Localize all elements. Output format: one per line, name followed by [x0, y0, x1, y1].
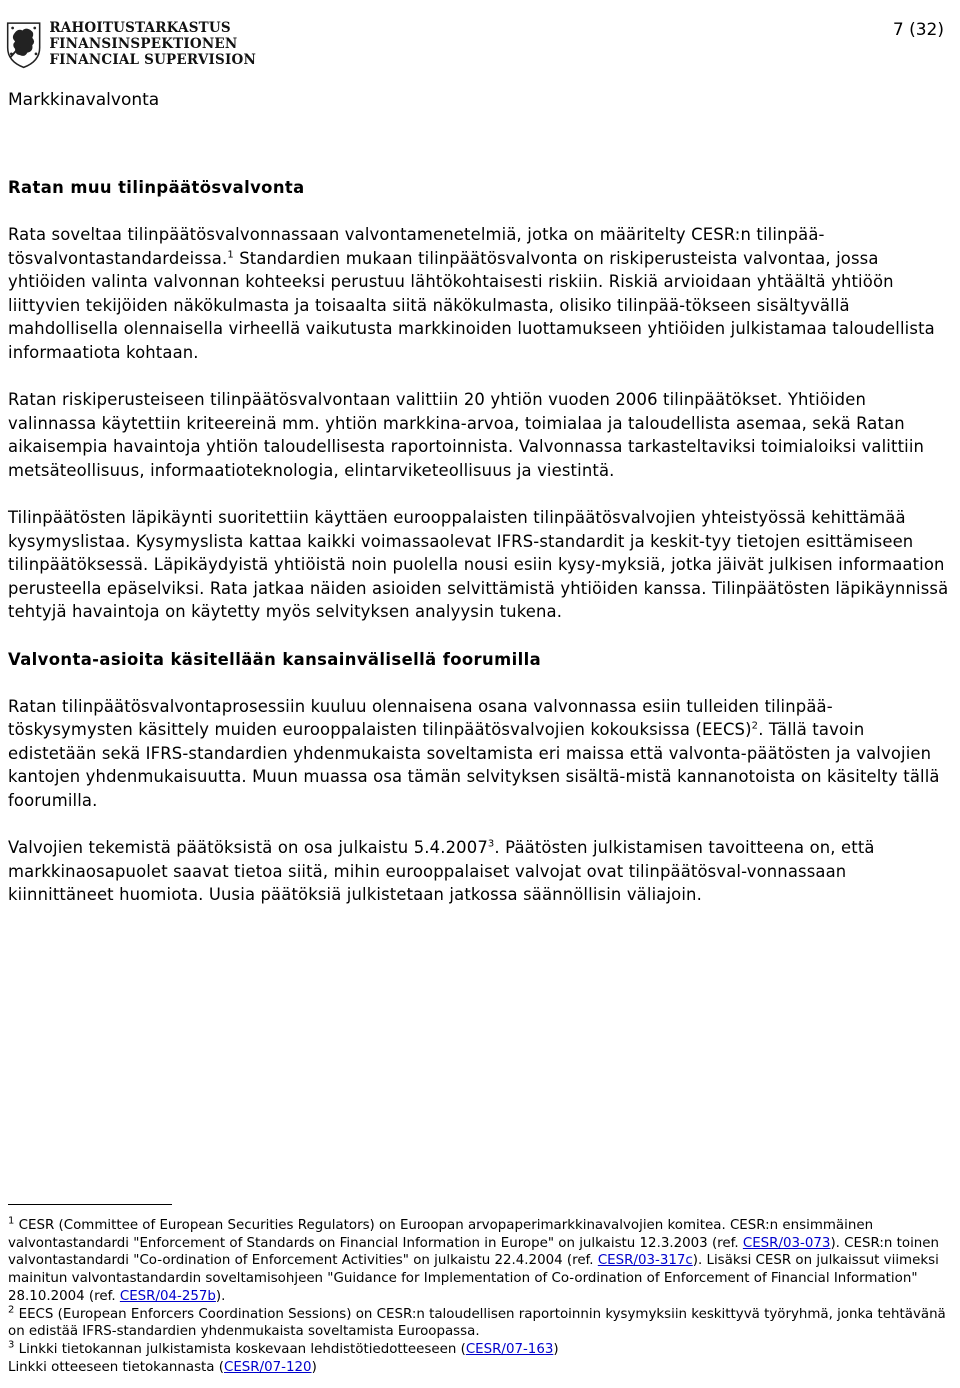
- footnote-3: $^3$ Linkki tietokannan julkistamista koskevaan lehdistötiedotteeseen (CESR/07-163): [8, 1339, 559, 1357]
- paragraph-decisions: Valvojien tekemistä päätöksistä on osa julkaistu 5.4.2007$^3$. Päätösten julkistamisen tavoitteena on, että markkinaosapuolet saavat tietoa siitä, mihin eurooppalaiset valvojat ovat tilinpäätösval-vonnassaan kiinnittäneet huomiota. Uusia päätöksiä julkistetaan jatkossa säännöllisin väliajoin.: [8, 838, 875, 904]
- footnote-ref-1[interactable]: 1: [227, 249, 234, 261]
- section-heading-other-supervision: Ratan muu tilinpäätösvalvonta: [8, 178, 305, 197]
- lion-crest-icon: [4, 4, 43, 84]
- section-heading-international-forum: Valvonta-asioita käsitellään kansainvälisellä foorumilla: [8, 649, 542, 669]
- paragraph-review: Tilinpäätösten läpikäynti suoritettiin käyttäen eurooppalaisten tilinpäätösvalvojien yhteistyössä kehittämää kysymyslistaa. Kysymyslista kattaa kaikki voimassaolevat IFRS-standardit ja keskit-tyy tietojen esittämiseen tilinpäätöksessä. Läpikäydyistä yhtiöistä noin puolella nousi esiin kysy-myksiä, jotka jäivät julkisen informaation perusteella epäselviksi. Rata jatkaa näiden asioiden selvittämistä yhtiöiden kanssa. Tilinpäätösten läpikäynnissä tehtyjä havaintoja on käytetty myös selvityksen analyysin tukena.: [8, 508, 949, 621]
- org-name-line-2: FINANSINSPEKTIONEN: [49, 36, 238, 52]
- link-cesr-07-120[interactable]: CESR/07-120: [224, 1359, 312, 1375]
- footnote-3-extra: Linkki otteeseen tietokannasta (CESR/07-120): [8, 1359, 317, 1375]
- link-cesr-03-073[interactable]: CESR/03-073: [742, 1235, 831, 1251]
- link-cesr-03-317c[interactable]: CESR/03-317c: [597, 1253, 693, 1269]
- footnote-ref-3[interactable]: 3: [487, 838, 495, 850]
- link-cesr-04-257b[interactable]: CESR/04-257b: [119, 1288, 216, 1304]
- paragraph-methods: Rata soveltaa tilinpäätösvalvonnassaan valvontamenetelmiä, jotka on määritelty CESR:n tilinpää-tösvalvontastandardeissa.$^1$ Standardien mukaan tilinpäätösvalvonta on riskiperusteista valvontaa, jossa yhtiöiden valinta valvonnan kohteeksi perustuu lähtökohtaisesti riskiin. Riskiä arvioidaan yhtäältä yhtiöön liittyvien tekijöiden näkökulmasta ja toisaalta siitä näkökulmasta, olisiko tilinpää-tökseen sisältyvällä mahdollisella olennaisella virheellä vaikutusta markkinoiden luottamukseen yhtiöiden julkistamaa taloudellista informaatiota kohtaan.: [8, 225, 935, 362]
- footnote-ref-2[interactable]: 2: [751, 720, 759, 732]
- footnote-1: $^1$ CESR (Committee of European Securities Regulators) on Euroopan arvopaperimarkkinavalvojien komitea. CESR:n ensimmäinen valvontastandardi "Enforcement of Standards on Financial Information in Europe" on julkaistu 12.3.2003 (ref. CESR/03-073). CESR:n toinen valvontastandardi "Co-ordination of Enforcement Activities" on julkaistu 22.4.2004 (ref. CESR/03-317c). Lisäksi CESR on julkaissut viimeksi mainitun valvontastandardin soveltamisohjeen "Guidance for Implementation of Co-ordination of Enforcement of Financial Information" 28.10.2004 (ref. CESR/04-257b).: [8, 1215, 940, 1304]
- logo: [4, 2, 256, 86]
- paragraph-selection: Ratan riskiperusteiseen tilinpäätösvalvontaan valittiin 20 yhtiön vuoden 2006 tilinpäätökset. Yhtiöiden valinnassa käytettiin kriteereinä mm. yhtiön markkina-arvoa, toimialaa ja taloudellista asemaa, sekä Ratan aikaisempia havaintoja yhtiön taloudellisesta raportoinnista. Valvonnassa tarkasteltaviksi toimialoiksi valittiin metsäteollisuus, informaatioteknologia, elintarviketeollisuus ja viestintä.: [8, 390, 925, 480]
- org-name-line-3: FINANCIAL SUPERVISION: [49, 52, 256, 68]
- department-label: Markkinavalvonta: [8, 90, 160, 110]
- footnote-divider: [8, 1204, 172, 1205]
- organization-name: [49, 20, 256, 68]
- footnote-2: $^2$ EECS (European Enforcers Coordination Sessions) on CESR:n taloudellisen raportoinnin kysymyksiin keskittyvä työryhmä, jonka tehtävänä on edistää IFRS-standardien yhdenmukaista soveltamista Euroopassa.: [8, 1304, 946, 1340]
- footnotes: [8, 1204, 952, 1376]
- document-body: [8, 176, 952, 907]
- page-header: [0, 0, 960, 120]
- link-cesr-07-163[interactable]: CESR/07-163: [465, 1341, 554, 1357]
- org-name-line-1: RAHOITUSTARKASTUS: [49, 20, 231, 36]
- paragraph-eecs: Ratan tilinpäätösvalvontaprosessiin kuuluu olennaisena osana valvonnassa esiin tulleiden tilinpää-töskysymysten käsittely muiden eurooppalaisten tilinpäätösvalvojien kokouksissa (EECS)$^2$. Tällä tavoin edistetään sekä IFRS-standardien yhdenmukaista soveltamista eri maissa että valvonta-päätösten ja valvojien kantojen yhdenmukaisuutta. Muun muassa osa tämän selvityksen sisältä-mistä kannanotoista on käsitelty tällä foorumilla.: [8, 696, 940, 810]
- page-number: 7 (32): [892, 20, 944, 40]
